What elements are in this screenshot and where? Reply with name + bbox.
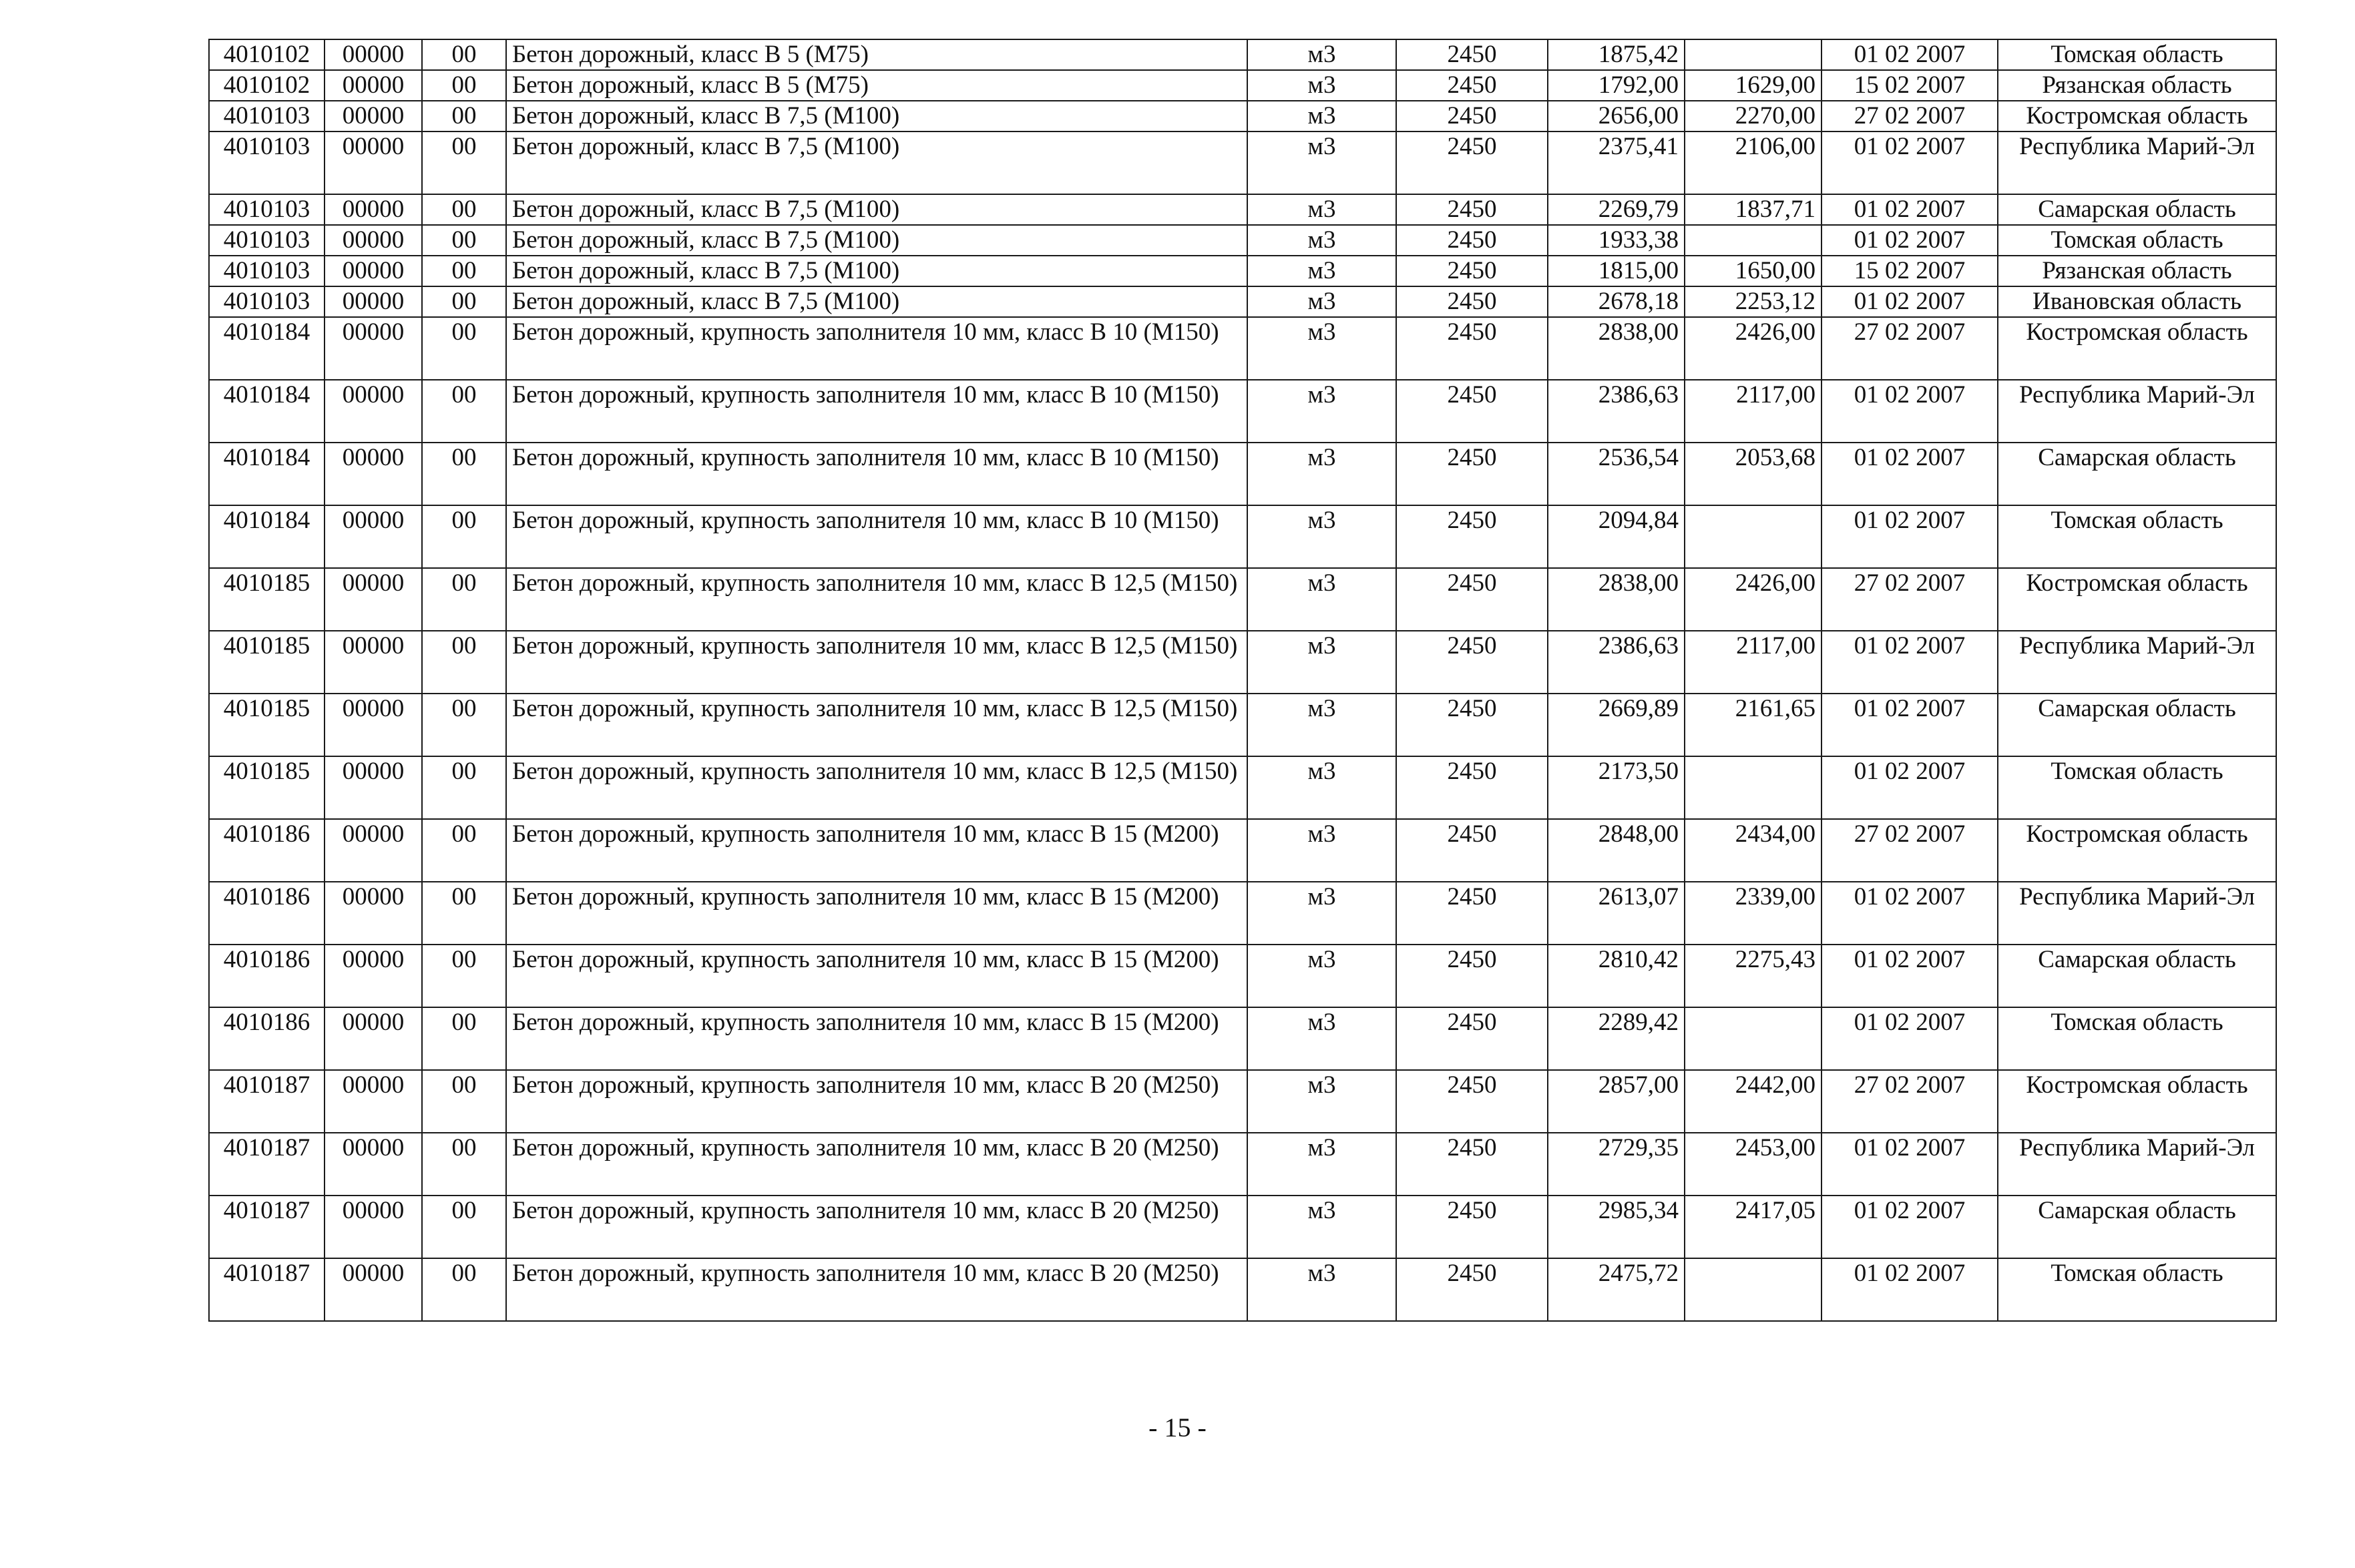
index-cell: 00: [422, 101, 506, 132]
price-alt-cell: 2275,43: [1685, 945, 1822, 1007]
table-row: [209, 132, 2276, 194]
index-cell: 00: [422, 132, 506, 194]
unit-cell: м3: [1247, 1196, 1396, 1258]
material-name-cell: Бетон дорожный, класс В 7,5 (М100): [506, 132, 1247, 194]
date-cell: 01 02 2007: [1822, 286, 1998, 317]
density-cell: 2450: [1396, 443, 1548, 505]
unit-cell: м3: [1247, 443, 1396, 505]
unit-cell: м3: [1247, 225, 1396, 256]
subcode-cell: 00000: [325, 194, 422, 225]
price-cell: 2838,00: [1548, 568, 1685, 631]
price-cell: 2094,84: [1548, 505, 1685, 568]
subcode-cell: 00000: [325, 568, 422, 631]
price-table: [208, 39, 2277, 1322]
material-name-cell: Бетон дорожный, крупность заполнителя 10 мм, класс В 15 (М200): [506, 819, 1247, 882]
price-alt-cell: 2117,00: [1685, 380, 1822, 443]
date-cell: 15 02 2007: [1822, 70, 1998, 101]
unit-cell: м3: [1247, 694, 1396, 756]
unit-cell: м3: [1247, 101, 1396, 132]
unit-cell: м3: [1247, 505, 1396, 568]
material-name-cell: Бетон дорожный, крупность заполнителя 10 мм, класс В 20 (М250): [506, 1258, 1247, 1321]
material-name-cell: Бетон дорожный, класс В 7,5 (М100): [506, 194, 1247, 225]
table-row: [209, 1196, 2276, 1258]
material-code-cell: 4010184: [209, 443, 325, 505]
price-alt-cell: [1685, 225, 1822, 256]
price-alt-cell: 2339,00: [1685, 882, 1822, 945]
price-alt-cell: 1629,00: [1685, 70, 1822, 101]
price-cell: 2729,35: [1548, 1133, 1685, 1196]
density-cell: 2450: [1396, 1133, 1548, 1196]
index-cell: 00: [422, 1070, 506, 1133]
price-cell: 2838,00: [1548, 317, 1685, 380]
material-code-cell: 4010102: [209, 70, 325, 101]
subcode-cell: 00000: [325, 1007, 422, 1070]
price-cell: 2656,00: [1548, 101, 1685, 132]
material-name-cell: Бетон дорожный, крупность заполнителя 10 мм, класс В 12,5 (М150): [506, 631, 1247, 694]
region-cell: Костромская область: [1998, 317, 2276, 380]
unit-cell: м3: [1247, 568, 1396, 631]
density-cell: 2450: [1396, 70, 1548, 101]
subcode-cell: 00000: [325, 694, 422, 756]
region-cell: Томская область: [1998, 756, 2276, 819]
table-row: [209, 819, 2276, 882]
material-code-cell: 4010102: [209, 39, 325, 70]
table-row: [209, 380, 2276, 443]
price-cell: 2375,41: [1548, 132, 1685, 194]
table-row: [209, 1007, 2276, 1070]
table-row: [209, 286, 2276, 317]
date-cell: 27 02 2007: [1822, 101, 1998, 132]
density-cell: 2450: [1396, 505, 1548, 568]
date-cell: 27 02 2007: [1822, 568, 1998, 631]
region-cell: Томская область: [1998, 39, 2276, 70]
density-cell: 2450: [1396, 225, 1548, 256]
date-cell: 01 02 2007: [1822, 756, 1998, 819]
subcode-cell: 00000: [325, 756, 422, 819]
density-cell: 2450: [1396, 256, 1548, 286]
material-code-cell: 4010186: [209, 1007, 325, 1070]
index-cell: 00: [422, 1258, 506, 1321]
subcode-cell: 00000: [325, 505, 422, 568]
date-cell: 01 02 2007: [1822, 631, 1998, 694]
subcode-cell: 00000: [325, 70, 422, 101]
table-row: [209, 1258, 2276, 1321]
date-cell: 01 02 2007: [1822, 1196, 1998, 1258]
date-cell: 01 02 2007: [1822, 380, 1998, 443]
price-alt-cell: [1685, 1007, 1822, 1070]
density-cell: 2450: [1396, 132, 1548, 194]
subcode-cell: 00000: [325, 443, 422, 505]
date-cell: 01 02 2007: [1822, 945, 1998, 1007]
price-alt-cell: 2453,00: [1685, 1133, 1822, 1196]
material-name-cell: Бетон дорожный, крупность заполнителя 10 мм, класс В 20 (М250): [506, 1196, 1247, 1258]
price-cell: 2810,42: [1548, 945, 1685, 1007]
unit-cell: м3: [1247, 756, 1396, 819]
price-cell: 2985,34: [1548, 1196, 1685, 1258]
region-cell: Республика Марий-Эл: [1998, 1133, 2276, 1196]
price-cell: 2386,63: [1548, 631, 1685, 694]
material-code-cell: 4010185: [209, 568, 325, 631]
unit-cell: м3: [1247, 380, 1396, 443]
region-cell: Томская область: [1998, 1258, 2276, 1321]
date-cell: 01 02 2007: [1822, 132, 1998, 194]
region-cell: Самарская область: [1998, 945, 2276, 1007]
material-code-cell: 4010184: [209, 505, 325, 568]
material-name-cell: Бетон дорожный, крупность заполнителя 10 мм, класс В 12,5 (М150): [506, 568, 1247, 631]
index-cell: 00: [422, 819, 506, 882]
subcode-cell: 00000: [325, 225, 422, 256]
density-cell: 2450: [1396, 1007, 1548, 1070]
material-name-cell: Бетон дорожный, крупность заполнителя 10 мм, класс В 10 (М150): [506, 505, 1247, 568]
page-number: - 15 -: [1148, 1412, 1207, 1443]
unit-cell: м3: [1247, 1258, 1396, 1321]
date-cell: 27 02 2007: [1822, 819, 1998, 882]
material-code-cell: 4010187: [209, 1133, 325, 1196]
subcode-cell: 00000: [325, 317, 422, 380]
date-cell: 01 02 2007: [1822, 1258, 1998, 1321]
unit-cell: м3: [1247, 945, 1396, 1007]
density-cell: 2450: [1396, 194, 1548, 225]
date-cell: 01 02 2007: [1822, 882, 1998, 945]
table-row: [209, 70, 2276, 101]
region-cell: Республика Марий-Эл: [1998, 631, 2276, 694]
price-alt-cell: [1685, 756, 1822, 819]
material-name-cell: Бетон дорожный, класс В 7,5 (М100): [506, 101, 1247, 132]
density-cell: 2450: [1396, 694, 1548, 756]
material-name-cell: Бетон дорожный, крупность заполнителя 10 мм, класс В 15 (М200): [506, 1007, 1247, 1070]
price-cell: 2857,00: [1548, 1070, 1685, 1133]
material-name-cell: Бетон дорожный, крупность заполнителя 10 мм, класс В 20 (М250): [506, 1133, 1247, 1196]
region-cell: Рязанская область: [1998, 70, 2276, 101]
subcode-cell: 00000: [325, 945, 422, 1007]
table-row: [209, 882, 2276, 945]
index-cell: 00: [422, 505, 506, 568]
index-cell: 00: [422, 1133, 506, 1196]
material-name-cell: Бетон дорожный, класс В 7,5 (М100): [506, 286, 1247, 317]
unit-cell: м3: [1247, 286, 1396, 317]
subcode-cell: 00000: [325, 1196, 422, 1258]
price-cell: 1875,42: [1548, 39, 1685, 70]
region-cell: Республика Марий-Эл: [1998, 882, 2276, 945]
subcode-cell: 00000: [325, 819, 422, 882]
unit-cell: м3: [1247, 1007, 1396, 1070]
material-code-cell: 4010103: [209, 286, 325, 317]
material-code-cell: 4010184: [209, 380, 325, 443]
material-name-cell: Бетон дорожный, крупность заполнителя 10 мм, класс В 15 (М200): [506, 882, 1247, 945]
region-cell: Республика Марий-Эл: [1998, 380, 2276, 443]
material-code-cell: 4010187: [209, 1196, 325, 1258]
price-cell: 2536,54: [1548, 443, 1685, 505]
material-name-cell: Бетон дорожный, крупность заполнителя 10 мм, класс В 10 (М150): [506, 380, 1247, 443]
date-cell: 01 02 2007: [1822, 1007, 1998, 1070]
region-cell: Рязанская область: [1998, 256, 2276, 286]
region-cell: Самарская область: [1998, 694, 2276, 756]
material-name-cell: Бетон дорожный, класс В 7,5 (М100): [506, 256, 1247, 286]
table-row: [209, 39, 2276, 70]
region-cell: Костромская область: [1998, 819, 2276, 882]
density-cell: 2450: [1396, 756, 1548, 819]
material-code-cell: 4010186: [209, 882, 325, 945]
subcode-cell: 00000: [325, 286, 422, 317]
price-cell: 2269,79: [1548, 194, 1685, 225]
subcode-cell: 00000: [325, 132, 422, 194]
material-code-cell: 4010185: [209, 631, 325, 694]
date-cell: 27 02 2007: [1822, 317, 1998, 380]
price-alt-cell: 2053,68: [1685, 443, 1822, 505]
date-cell: 01 02 2007: [1822, 505, 1998, 568]
unit-cell: м3: [1247, 317, 1396, 380]
price-cell: 2678,18: [1548, 286, 1685, 317]
material-code-cell: 4010184: [209, 317, 325, 380]
index-cell: 00: [422, 256, 506, 286]
table-row: [209, 225, 2276, 256]
material-code-cell: 4010186: [209, 819, 325, 882]
index-cell: 00: [422, 317, 506, 380]
price-alt-cell: [1685, 1258, 1822, 1321]
price-cell: 1792,00: [1548, 70, 1685, 101]
unit-cell: м3: [1247, 882, 1396, 945]
material-code-cell: 4010103: [209, 225, 325, 256]
price-alt-cell: 2426,00: [1685, 317, 1822, 380]
subcode-cell: 00000: [325, 380, 422, 443]
material-code-cell: 4010103: [209, 256, 325, 286]
index-cell: 00: [422, 882, 506, 945]
index-cell: 00: [422, 286, 506, 317]
unit-cell: м3: [1247, 256, 1396, 286]
density-cell: 2450: [1396, 380, 1548, 443]
table-row: [209, 1070, 2276, 1133]
subcode-cell: 00000: [325, 631, 422, 694]
price-alt-cell: 2270,00: [1685, 101, 1822, 132]
price-cell: 2613,07: [1548, 882, 1685, 945]
material-name-cell: Бетон дорожный, крупность заполнителя 10 мм, класс В 10 (М150): [506, 443, 1247, 505]
unit-cell: м3: [1247, 1070, 1396, 1133]
region-cell: Республика Марий-Эл: [1998, 132, 2276, 194]
material-name-cell: Бетон дорожный, класс В 5 (М75): [506, 70, 1247, 101]
subcode-cell: 00000: [325, 256, 422, 286]
index-cell: 00: [422, 1007, 506, 1070]
price-cell: 2386,63: [1548, 380, 1685, 443]
unit-cell: м3: [1247, 631, 1396, 694]
material-code-cell: 4010187: [209, 1070, 325, 1133]
index-cell: 00: [422, 631, 506, 694]
density-cell: 2450: [1396, 101, 1548, 132]
price-alt-cell: [1685, 39, 1822, 70]
table-row: [209, 101, 2276, 132]
table-row: [209, 631, 2276, 694]
subcode-cell: 00000: [325, 1258, 422, 1321]
subcode-cell: 00000: [325, 39, 422, 70]
index-cell: 00: [422, 194, 506, 225]
price-alt-cell: 2117,00: [1685, 631, 1822, 694]
date-cell: 01 02 2007: [1822, 194, 1998, 225]
price-cell: 2475,72: [1548, 1258, 1685, 1321]
subcode-cell: 00000: [325, 882, 422, 945]
price-cell: 2669,89: [1548, 694, 1685, 756]
material-code-cell: 4010185: [209, 756, 325, 819]
density-cell: 2450: [1396, 317, 1548, 380]
density-cell: 2450: [1396, 1070, 1548, 1133]
material-name-cell: Бетон дорожный, крупность заполнителя 10 мм, класс В 12,5 (М150): [506, 756, 1247, 819]
region-cell: Ивановская область: [1998, 286, 2276, 317]
table-row: [209, 694, 2276, 756]
index-cell: 00: [422, 39, 506, 70]
density-cell: 2450: [1396, 1196, 1548, 1258]
table-row: [209, 756, 2276, 819]
index-cell: 00: [422, 568, 506, 631]
table-row: [209, 443, 2276, 505]
density-cell: 2450: [1396, 945, 1548, 1007]
region-cell: Томская область: [1998, 1007, 2276, 1070]
region-cell: Костромская область: [1998, 101, 2276, 132]
date-cell: 01 02 2007: [1822, 39, 1998, 70]
material-name-cell: Бетон дорожный, крупность заполнителя 10 мм, класс В 15 (М200): [506, 945, 1247, 1007]
density-cell: 2450: [1396, 568, 1548, 631]
table-row: [209, 505, 2276, 568]
density-cell: 2450: [1396, 631, 1548, 694]
unit-cell: м3: [1247, 70, 1396, 101]
price-alt-cell: 1837,71: [1685, 194, 1822, 225]
index-cell: 00: [422, 70, 506, 101]
table-row: [209, 945, 2276, 1007]
index-cell: 00: [422, 945, 506, 1007]
material-name-cell: Бетон дорожный, класс В 7,5 (М100): [506, 225, 1247, 256]
table-row: [209, 568, 2276, 631]
material-code-cell: 4010103: [209, 101, 325, 132]
density-cell: 2450: [1396, 882, 1548, 945]
unit-cell: м3: [1247, 39, 1396, 70]
price-alt-cell: 2253,12: [1685, 286, 1822, 317]
date-cell: 01 02 2007: [1822, 225, 1998, 256]
price-cell: 2289,42: [1548, 1007, 1685, 1070]
region-cell: Томская область: [1998, 225, 2276, 256]
price-alt-cell: 2417,05: [1685, 1196, 1822, 1258]
price-alt-cell: 2426,00: [1685, 568, 1822, 631]
material-name-cell: Бетон дорожный, класс В 5 (М75): [506, 39, 1247, 70]
density-cell: 2450: [1396, 1258, 1548, 1321]
price-cell: 1815,00: [1548, 256, 1685, 286]
price-cell: 2173,50: [1548, 756, 1685, 819]
unit-cell: м3: [1247, 819, 1396, 882]
date-cell: 01 02 2007: [1822, 1133, 1998, 1196]
material-code-cell: 4010103: [209, 132, 325, 194]
material-code-cell: 4010185: [209, 694, 325, 756]
price-alt-cell: 2106,00: [1685, 132, 1822, 194]
density-cell: 2450: [1396, 39, 1548, 70]
index-cell: 00: [422, 1196, 506, 1258]
material-code-cell: 4010187: [209, 1258, 325, 1321]
region-cell: Самарская область: [1998, 443, 2276, 505]
index-cell: 00: [422, 756, 506, 819]
region-cell: Самарская область: [1998, 194, 2276, 225]
material-name-cell: Бетон дорожный, крупность заполнителя 10 мм, класс В 20 (М250): [506, 1070, 1247, 1133]
subcode-cell: 00000: [325, 101, 422, 132]
unit-cell: м3: [1247, 1133, 1396, 1196]
index-cell: 00: [422, 443, 506, 505]
unit-cell: м3: [1247, 132, 1396, 194]
index-cell: 00: [422, 380, 506, 443]
date-cell: 01 02 2007: [1822, 443, 1998, 505]
index-cell: 00: [422, 694, 506, 756]
density-cell: 2450: [1396, 819, 1548, 882]
price-alt-cell: 2442,00: [1685, 1070, 1822, 1133]
subcode-cell: 00000: [325, 1070, 422, 1133]
region-cell: Самарская область: [1998, 1196, 2276, 1258]
table-row: [209, 194, 2276, 225]
table-body: [209, 39, 2276, 1321]
index-cell: 00: [422, 225, 506, 256]
unit-cell: м3: [1247, 194, 1396, 225]
table-row: [209, 1133, 2276, 1196]
date-cell: 15 02 2007: [1822, 256, 1998, 286]
price-alt-cell: [1685, 505, 1822, 568]
price-alt-cell: 2434,00: [1685, 819, 1822, 882]
region-cell: Томская область: [1998, 505, 2276, 568]
material-name-cell: Бетон дорожный, крупность заполнителя 10 мм, класс В 12,5 (М150): [506, 694, 1247, 756]
subcode-cell: 00000: [325, 1133, 422, 1196]
material-code-cell: 4010103: [209, 194, 325, 225]
table-row: [209, 317, 2276, 380]
region-cell: Костромская область: [1998, 1070, 2276, 1133]
price-cell: 2848,00: [1548, 819, 1685, 882]
date-cell: 01 02 2007: [1822, 694, 1998, 756]
region-cell: Костромская область: [1998, 568, 2276, 631]
price-cell: 1933,38: [1548, 225, 1685, 256]
table-row: [209, 256, 2276, 286]
material-name-cell: Бетон дорожный, крупность заполнителя 10 мм, класс В 10 (М150): [506, 317, 1247, 380]
material-code-cell: 4010186: [209, 945, 325, 1007]
price-alt-cell: 1650,00: [1685, 256, 1822, 286]
density-cell: 2450: [1396, 286, 1548, 317]
price-alt-cell: 2161,65: [1685, 694, 1822, 756]
date-cell: 27 02 2007: [1822, 1070, 1998, 1133]
